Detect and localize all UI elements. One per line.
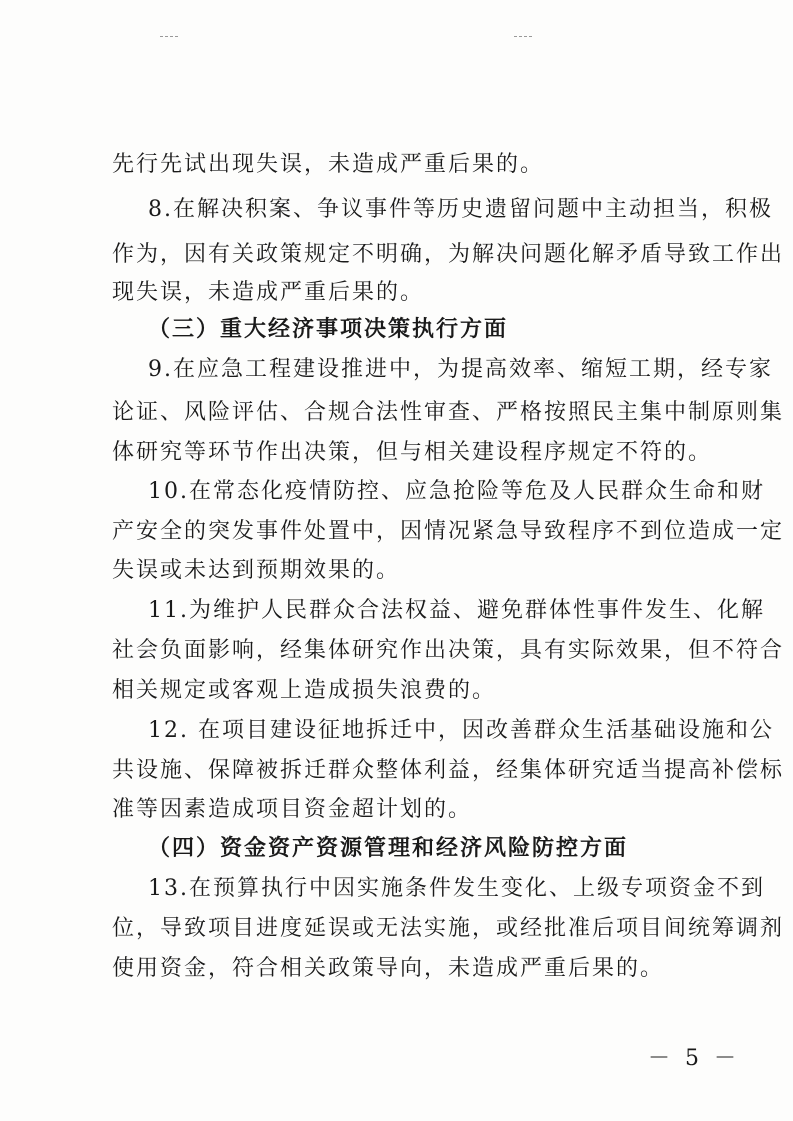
paragraph-line: 使用资金，符合相关政策导向，未造成严重后果的。 <box>112 956 665 981</box>
page-number: － 5 － <box>648 1046 740 1071</box>
scan-mark <box>514 36 532 39</box>
paragraph-line: 10.在常态化疫情防控、应急抢险等危及人民群众生命和财 <box>148 479 765 504</box>
paragraph-line: 8.在解决积案、争议事件等历史遗留问题中主动担当，积极 <box>148 197 773 222</box>
paragraph-line: 相关规定或客观上造成损失浪费的。 <box>112 678 497 703</box>
paragraph-line: 论证、风险评估、合规合法性审查、严格按照民主集中制原则集 <box>112 400 785 425</box>
paragraph-line: 12. 在项目建设征地拆迁中，因改善群众生活基础设施和公 <box>148 718 774 743</box>
paragraph-line: 社会负面影响，经集体研究作出决策，具有实际效果，但不符合 <box>112 638 785 663</box>
paragraph-line: 体研究等环节作出决策，但与相关建设程序规定不符的。 <box>112 440 713 465</box>
section-heading: （三）重大经济事项决策执行方面 <box>148 316 509 342</box>
paragraph-line: 位，导致项目进度延误或无法实施，或经批准后项目间统筹调剂 <box>112 916 785 941</box>
paragraph-line: 产安全的突发事件处置中，因情况紧急导致程序不到位造成一定 <box>112 519 785 544</box>
paragraph-line: 失误或未达到预期效果的。 <box>112 558 401 583</box>
paragraph-line: 9.在应急工程建设推进中，为提高效率、缩短工期，经专家 <box>148 357 773 382</box>
paragraph-line: 作为，因有关政策规定不明确，为解决问题化解矛盾导致工作出 <box>112 242 785 267</box>
paragraph-line: 现失误，未造成严重后果的。 <box>112 280 425 305</box>
section-heading: （四）资金资产资源管理和经济风险防控方面 <box>148 835 629 861</box>
paragraph-line: 13.在预算执行中因实施条件发生变化、上级专项资金不到 <box>148 876 765 901</box>
paragraph-line: 共设施、保障被拆迁群众整体利益，经集体研究适当提高补偿标 <box>112 758 785 783</box>
paragraph-line: 11.为维护人民群众合法权益、避免群体性事件发生、化解 <box>148 598 765 623</box>
paragraph-line: 准等因素造成项目资金超计划的。 <box>112 797 473 822</box>
paragraph-line: 先行先试出现失误，未造成严重后果的。 <box>112 152 545 177</box>
scan-mark <box>160 36 178 39</box>
